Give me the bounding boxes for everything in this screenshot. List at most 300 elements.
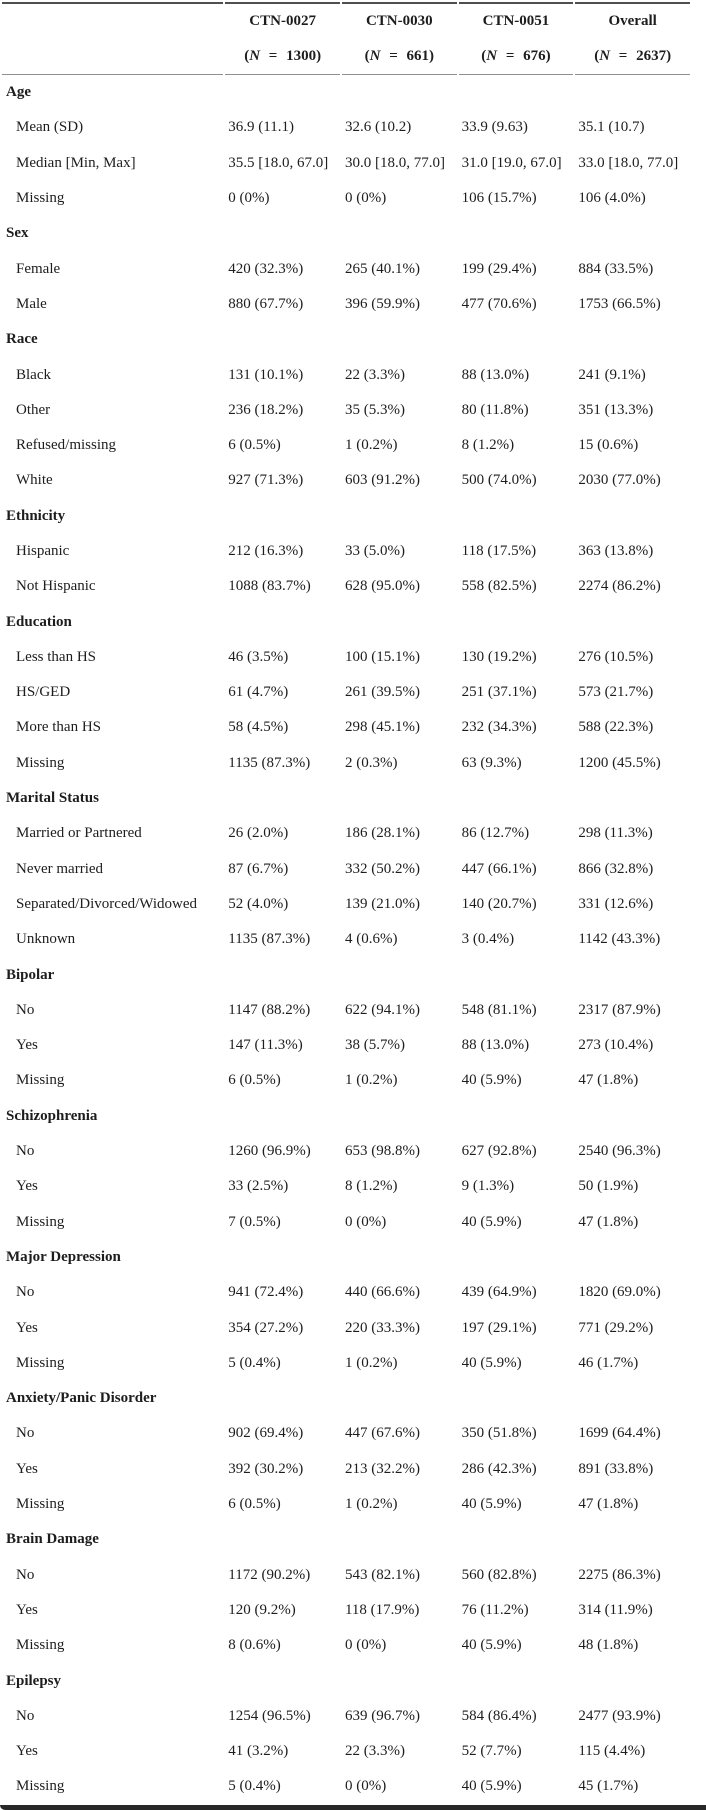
empty-cell <box>342 1099 457 1134</box>
data-cell: 2317 (87.9%) <box>578 1001 661 1018</box>
data-cell: 2030 (77.0%) <box>578 472 661 489</box>
empty-cell <box>459 957 574 992</box>
data-cell: 35 (5.3%) <box>344 401 405 418</box>
data-cell: 331 (12.6%) <box>578 895 654 912</box>
data-cell: 33.9 (9.63) <box>461 119 528 136</box>
empty-cell <box>459 1522 574 1557</box>
data-row <box>2 393 690 428</box>
section-title: Ethnicity <box>6 507 66 524</box>
data-cell: 1254 (96.5%) <box>228 1707 311 1724</box>
empty-cell <box>575 1381 690 1416</box>
empty-cell <box>575 216 690 251</box>
section-title: Bipolar <box>6 966 55 983</box>
section-title: Anxiety/Panic Disorder <box>6 1390 157 1407</box>
data-cell: 276 (10.5%) <box>578 648 654 665</box>
row-label: Female <box>16 260 61 277</box>
empty-cell <box>225 1522 340 1557</box>
data-cell: 9 (1.3%) <box>461 1178 515 1195</box>
data-cell: 1088 (83.7%) <box>228 578 311 595</box>
empty-cell <box>225 75 340 110</box>
data-cell: 1820 (69.0%) <box>578 1284 661 1301</box>
section-header-row <box>2 1522 690 1557</box>
data-row <box>2 357 690 392</box>
data-cell: 0 (0%) <box>344 1213 387 1230</box>
data-cell: 40 (5.9%) <box>461 1213 522 1230</box>
section-header-row <box>2 781 690 816</box>
data-cell: 477 (70.6%) <box>461 295 537 312</box>
data-cell: 1 (0.2%) <box>344 1072 398 1089</box>
data-row <box>2 463 690 498</box>
data-cell: 941 (72.4%) <box>228 1284 304 1301</box>
data-cell: 147 (11.3%) <box>228 1037 303 1054</box>
data-cell: 0 (0%) <box>344 1637 387 1654</box>
data-cell: 265 (40.1%) <box>344 260 420 277</box>
data-row <box>2 251 690 286</box>
row-label: Yes <box>16 1178 38 1195</box>
data-cell: 500 (74.0%) <box>461 472 537 489</box>
empty-cell <box>575 1240 690 1275</box>
data-cell: 0 (0%) <box>344 1778 387 1795</box>
data-cell: 261 (39.5%) <box>344 684 420 701</box>
empty-cell <box>342 1240 457 1275</box>
empty-cell <box>225 499 340 534</box>
empty-cell <box>575 957 690 992</box>
data-cell: 22 (3.3%) <box>344 1743 405 1760</box>
data-cell: 47 (1.8%) <box>578 1072 639 1089</box>
data-cell: 628 (95.0%) <box>344 578 420 595</box>
data-row <box>2 852 690 887</box>
data-cell: 1699 (64.4%) <box>578 1425 661 1442</box>
data-cell: 543 (82.1%) <box>344 1566 420 1583</box>
column-n-row <box>2 39 690 75</box>
data-cell: 197 (29.1%) <box>461 1319 537 1336</box>
data-row <box>2 922 690 957</box>
data-cell: 58 (4.5%) <box>228 719 289 736</box>
empty-cell <box>459 322 574 357</box>
section-header-row <box>2 1663 690 1698</box>
row-label: Median [Min, Max] <box>16 154 136 171</box>
column-n: (N = 661) <box>342 39 457 75</box>
data-cell: 1260 (96.9%) <box>228 1143 311 1160</box>
data-cell: 106 (4.0%) <box>578 190 646 207</box>
data-cell: 2540 (96.3%) <box>578 1143 661 1160</box>
data-cell: 351 (13.3%) <box>578 401 654 418</box>
data-cell: 33.0 [18.0, 77.0] <box>578 154 679 171</box>
data-cell: 0 (0%) <box>228 190 270 207</box>
empty-cell <box>342 604 457 639</box>
data-cell: 118 (17.5%) <box>461 543 537 559</box>
data-cell: 106 (15.7%) <box>461 190 537 207</box>
data-cell: 232 (34.3%) <box>461 719 537 736</box>
section-header-row <box>2 216 690 251</box>
data-row <box>2 1063 690 1098</box>
data-cell: 186 (28.1%) <box>344 825 420 842</box>
data-cell: 220 (33.3%) <box>344 1319 420 1336</box>
row-label: Yes <box>16 1460 38 1477</box>
data-cell: 130 (19.2%) <box>461 648 537 665</box>
empty-cell <box>225 604 340 639</box>
data-cell: 33 (2.5%) <box>228 1178 289 1195</box>
data-cell: 50 (1.9%) <box>578 1178 639 1195</box>
data-cell: 88 (13.0%) <box>461 366 530 383</box>
data-cell: 1 (0.2%) <box>344 1354 398 1371</box>
section-header-row <box>2 957 690 992</box>
data-cell: 88 (13.0%) <box>461 1037 530 1054</box>
row-label: Yes <box>16 1037 38 1054</box>
row-label: No <box>16 1284 35 1301</box>
data-cell: 558 (82.5%) <box>461 578 537 595</box>
empty-cell <box>459 499 574 534</box>
data-cell: 199 (29.4%) <box>461 260 537 277</box>
row-label: White <box>16 472 53 489</box>
column-n: (N = 676) <box>459 39 574 75</box>
data-cell: 7 (0.5%) <box>228 1213 281 1230</box>
header-corner-cell <box>2 2 223 39</box>
data-cell: 350 (51.8%) <box>461 1425 537 1442</box>
empty-cell <box>459 1663 574 1698</box>
section-header-row <box>2 1381 690 1416</box>
data-cell: 1135 (87.3%) <box>228 754 311 771</box>
data-row <box>2 1734 690 1769</box>
row-label: Married or Partnered <box>16 825 142 842</box>
data-row <box>2 181 690 216</box>
data-cell: 45 (1.7%) <box>578 1778 639 1795</box>
data-cell: 40 (5.9%) <box>461 1496 522 1513</box>
section-title: Race <box>6 331 38 348</box>
section-title: Education <box>6 613 72 630</box>
row-label: Missing <box>16 1072 65 1089</box>
data-row <box>2 993 690 1028</box>
data-cell: 314 (11.9%) <box>578 1601 653 1618</box>
data-row <box>2 1452 690 1487</box>
data-cell: 47 (1.8%) <box>578 1213 639 1230</box>
empty-cell <box>459 75 574 110</box>
empty-cell <box>225 1099 340 1134</box>
section-title: Major Depression <box>6 1248 121 1265</box>
data-cell: 548 (81.1%) <box>461 1001 537 1018</box>
data-cell: 35.1 (10.7) <box>578 119 645 136</box>
data-cell: 902 (69.4%) <box>228 1425 304 1442</box>
row-label: Black <box>16 366 51 383</box>
data-cell: 332 (50.2%) <box>344 860 420 877</box>
data-cell: 213 (32.2%) <box>344 1460 420 1477</box>
data-row <box>2 1557 690 1592</box>
empty-cell <box>225 1381 340 1416</box>
row-label: Male <box>16 295 47 312</box>
data-cell: 8 (1.2%) <box>344 1178 398 1195</box>
data-cell: 241 (9.1%) <box>578 366 646 383</box>
empty-cell <box>459 1099 574 1134</box>
row-label: No <box>16 1001 35 1018</box>
data-cell: 100 (15.1%) <box>344 648 420 665</box>
data-cell: 5 (0.4%) <box>228 1778 281 1795</box>
data-cell: 653 (98.8%) <box>344 1143 420 1160</box>
data-cell: 35.5 [18.0, 67.0] <box>228 154 329 171</box>
empty-cell <box>575 75 690 110</box>
header-corner-cell <box>2 39 223 75</box>
demographics-table <box>0 2 692 1805</box>
empty-cell <box>342 1381 457 1416</box>
data-cell: 47 (1.8%) <box>578 1496 639 1513</box>
row-label: Missing <box>16 1496 65 1513</box>
data-cell: 6 (0.5%) <box>228 437 281 454</box>
data-row <box>2 1346 690 1381</box>
empty-cell <box>225 781 340 816</box>
data-cell: 2 (0.3%) <box>344 754 398 771</box>
row-label: Less than HS <box>16 648 96 665</box>
data-cell: 41 (3.2%) <box>228 1743 289 1760</box>
row-label: More than HS <box>16 719 101 736</box>
row-label: No <box>16 1707 35 1724</box>
section-header-row <box>2 499 690 534</box>
row-label: Missing <box>16 190 65 207</box>
empty-cell <box>575 781 690 816</box>
data-row <box>2 534 690 569</box>
data-cell: 1142 (43.3%) <box>578 931 661 948</box>
row-label: No <box>16 1566 35 1583</box>
data-cell: 46 (1.7%) <box>578 1354 639 1371</box>
data-cell: 63 (9.3%) <box>461 754 522 771</box>
data-cell: 6 (0.5%) <box>228 1496 281 1513</box>
data-cell: 396 (59.9%) <box>344 295 420 312</box>
data-cell: 1 (0.2%) <box>344 1496 398 1513</box>
table-bottom-rule <box>0 1805 706 1810</box>
row-label: Hispanic <box>16 543 70 559</box>
data-cell: 15 (0.6%) <box>578 437 639 454</box>
data-cell: 1147 (88.2%) <box>228 1001 311 1018</box>
data-cell: 3 (0.4%) <box>461 931 515 948</box>
data-cell: 588 (22.3%) <box>578 719 654 736</box>
data-cell: 38 (5.7%) <box>344 1037 405 1054</box>
column-n: (N = 2637) <box>575 39 690 75</box>
data-row <box>2 675 690 710</box>
section-header-row <box>2 604 690 639</box>
data-cell: 298 (11.3%) <box>578 825 653 842</box>
empty-cell <box>342 499 457 534</box>
data-cell: 354 (27.2%) <box>228 1319 304 1336</box>
data-row <box>2 1593 690 1628</box>
data-row <box>2 428 690 463</box>
row-label: HS/GED <box>16 684 71 701</box>
data-cell: 273 (10.4%) <box>578 1037 654 1054</box>
column-n: (N = 1300) <box>225 39 340 75</box>
empty-cell <box>342 216 457 251</box>
row-label: Missing <box>16 1637 65 1654</box>
section-title: Epilepsy <box>6 1672 62 1689</box>
data-row <box>2 1487 690 1522</box>
empty-cell <box>575 499 690 534</box>
data-cell: 2275 (86.3%) <box>578 1566 661 1583</box>
data-cell: 8 (1.2%) <box>461 437 515 454</box>
data-cell: 1200 (45.5%) <box>578 754 661 771</box>
empty-cell <box>225 1663 340 1698</box>
data-cell: 1753 (66.5%) <box>578 295 661 312</box>
data-row <box>2 1134 690 1169</box>
empty-cell <box>575 604 690 639</box>
column-header: CTN-0030 <box>342 2 457 39</box>
data-cell: 573 (21.7%) <box>578 684 654 701</box>
data-cell: 8 (0.6%) <box>228 1637 281 1654</box>
data-cell: 0 (0%) <box>344 190 387 207</box>
row-label: Unknown <box>16 931 76 948</box>
data-cell: 86 (12.7%) <box>461 825 530 842</box>
data-cell: 40 (5.9%) <box>461 1637 522 1654</box>
data-cell: 392 (30.2%) <box>228 1460 304 1477</box>
column-names-row <box>2 2 690 39</box>
column-header: CTN-0051 <box>459 2 574 39</box>
data-cell: 6 (0.5%) <box>228 1072 281 1089</box>
data-cell: 1172 (90.2%) <box>228 1566 311 1583</box>
section-header-row <box>2 1240 690 1275</box>
empty-cell <box>575 1099 690 1134</box>
data-cell: 447 (66.1%) <box>461 860 537 877</box>
data-cell: 118 (17.9%) <box>344 1601 420 1618</box>
row-label: No <box>16 1425 35 1442</box>
data-cell: 61 (4.7%) <box>228 684 289 701</box>
empty-cell <box>459 1240 574 1275</box>
data-cell: 40 (5.9%) <box>461 1072 522 1089</box>
row-label: Other <box>16 401 51 418</box>
data-cell: 603 (91.2%) <box>344 472 420 489</box>
empty-cell <box>459 781 574 816</box>
data-cell: 139 (21.0%) <box>344 895 420 912</box>
data-row <box>2 1205 690 1240</box>
row-label: Never married <box>16 860 104 877</box>
data-row <box>2 1310 690 1345</box>
empty-cell <box>575 1522 690 1557</box>
data-cell: 298 (45.1%) <box>344 719 420 736</box>
row-label: No <box>16 1143 35 1160</box>
data-row <box>2 816 690 851</box>
data-cell: 622 (94.1%) <box>344 1001 420 1018</box>
data-row <box>2 1028 690 1063</box>
table-header <box>2 2 690 75</box>
data-cell: 440 (66.6%) <box>344 1284 420 1301</box>
data-cell: 627 (92.8%) <box>461 1143 537 1160</box>
row-label: Mean (SD) <box>16 119 84 136</box>
data-cell: 22 (3.3%) <box>344 366 405 383</box>
data-cell: 46 (3.5%) <box>228 648 289 665</box>
empty-cell <box>225 957 340 992</box>
row-label: Yes <box>16 1601 38 1618</box>
data-cell: 560 (82.8%) <box>461 1566 537 1583</box>
data-cell: 87 (6.7%) <box>228 860 289 877</box>
data-row <box>2 1169 690 1204</box>
data-cell: 420 (32.3%) <box>228 260 304 277</box>
data-cell: 40 (5.9%) <box>461 1778 522 1795</box>
data-cell: 52 (7.7%) <box>461 1743 522 1760</box>
column-header: Overall <box>575 2 690 39</box>
data-cell: 286 (42.3%) <box>461 1460 537 1477</box>
data-row <box>2 1628 690 1663</box>
empty-cell <box>459 1381 574 1416</box>
empty-cell <box>459 604 574 639</box>
data-cell: 80 (11.8%) <box>461 401 529 418</box>
data-cell: 4 (0.6%) <box>344 931 398 948</box>
section-title: Sex <box>6 225 29 242</box>
data-cell: 52 (4.0%) <box>228 895 289 912</box>
data-cell: 927 (71.3%) <box>228 472 304 489</box>
data-cell: 1 (0.2%) <box>344 437 398 454</box>
data-cell: 2477 (93.9%) <box>578 1707 661 1724</box>
row-label: Missing <box>16 754 65 771</box>
data-cell: 363 (13.8%) <box>578 543 654 559</box>
data-cell: 2274 (86.2%) <box>578 578 661 595</box>
data-cell: 212 (16.3%) <box>228 543 304 559</box>
data-cell: 1135 (87.3%) <box>228 931 311 948</box>
empty-cell <box>342 1522 457 1557</box>
data-cell: 26 (2.0%) <box>228 825 289 842</box>
data-cell: 140 (20.7%) <box>461 895 537 912</box>
data-cell: 447 (67.6%) <box>344 1425 420 1442</box>
data-cell: 48 (1.8%) <box>578 1637 639 1654</box>
data-cell: 31.0 [19.0, 67.0] <box>461 154 562 171</box>
data-row <box>2 569 690 604</box>
data-row <box>2 146 690 181</box>
data-cell: 584 (86.4%) <box>461 1707 537 1724</box>
empty-cell <box>342 322 457 357</box>
row-label: Yes <box>16 1743 38 1760</box>
data-row <box>2 710 690 745</box>
data-row <box>2 1769 690 1804</box>
data-cell: 236 (18.2%) <box>228 401 304 418</box>
data-cell: 251 (37.1%) <box>461 684 537 701</box>
section-header-row <box>2 1099 690 1134</box>
empty-cell <box>225 216 340 251</box>
empty-cell <box>575 1663 690 1698</box>
section-title: Age <box>6 84 31 101</box>
empty-cell <box>342 1663 457 1698</box>
empty-cell <box>225 322 340 357</box>
data-cell: 76 (11.2%) <box>461 1601 529 1618</box>
data-cell: 32.6 (10.2) <box>344 119 412 136</box>
data-row <box>2 746 690 781</box>
data-cell: 891 (33.8%) <box>578 1460 654 1477</box>
row-label: Yes <box>16 1319 38 1336</box>
section-header-row <box>2 322 690 357</box>
section-title: Schizophrenia <box>6 1107 98 1124</box>
empty-cell <box>459 216 574 251</box>
row-label: Not Hispanic <box>16 578 96 595</box>
data-cell: 30.0 [18.0, 77.0] <box>344 154 445 171</box>
data-row <box>2 1275 690 1310</box>
data-cell: 439 (64.9%) <box>461 1284 537 1301</box>
empty-cell <box>342 957 457 992</box>
section-header-row <box>2 75 690 110</box>
data-cell: 884 (33.5%) <box>578 260 654 277</box>
data-cell: 880 (67.7%) <box>228 295 304 312</box>
data-cell: 866 (32.8%) <box>578 860 654 877</box>
data-row <box>2 887 690 922</box>
data-cell: 120 (9.2%) <box>228 1601 296 1618</box>
data-row <box>2 1416 690 1451</box>
empty-cell <box>575 322 690 357</box>
row-label: Missing <box>16 1778 65 1795</box>
data-cell: 33 (5.0%) <box>344 543 405 559</box>
empty-cell <box>342 781 457 816</box>
row-label: Missing <box>16 1213 65 1230</box>
section-title: Marital Status <box>6 790 99 807</box>
data-cell: 40 (5.9%) <box>461 1354 522 1371</box>
data-cell: 115 (4.4%) <box>578 1743 646 1760</box>
column-header: CTN-0027 <box>225 2 340 39</box>
data-row <box>2 287 690 322</box>
empty-cell <box>225 1240 340 1275</box>
data-cell: 131 (10.1%) <box>228 366 304 383</box>
row-label: Separated/Divorced/Widowed <box>16 895 197 912</box>
section-title: Brain Damage <box>6 1531 99 1548</box>
row-label: Missing <box>16 1354 65 1371</box>
